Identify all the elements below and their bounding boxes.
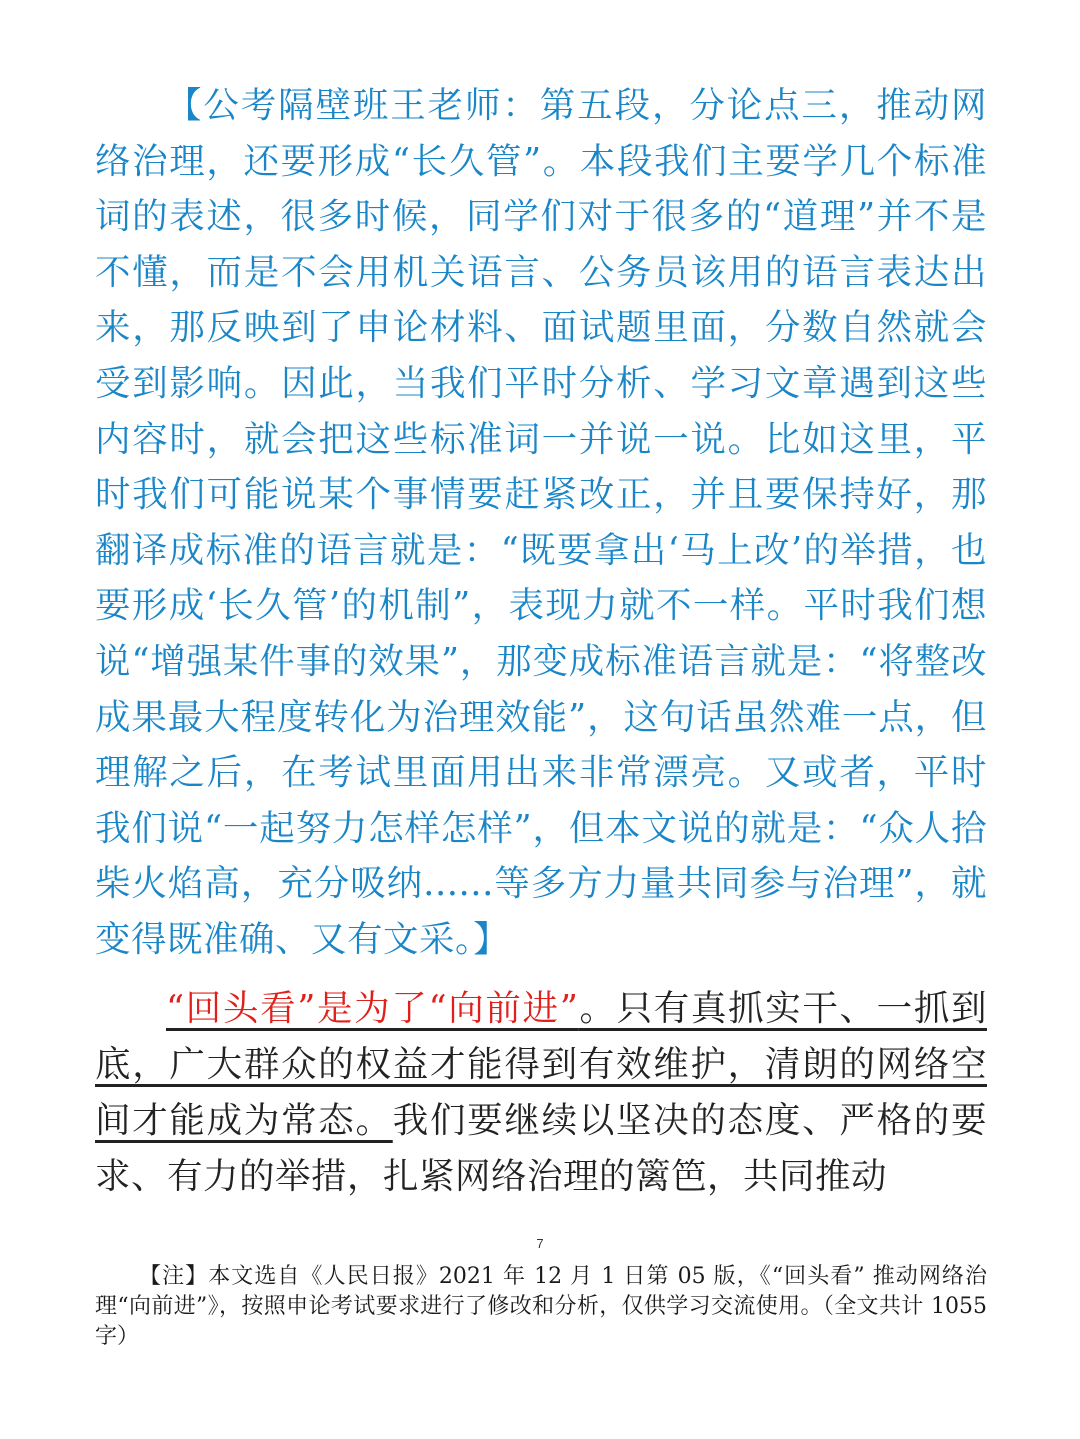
source-footnote: 【注】本文选自《人民日报》2021 年 12 月 1 日第 05 版，《“回头看” 推动网络治理“向前进”》，按照申论考试要求进行了修改和分析，仅供学习交流使用。（全文共计 1055 字） bbox=[95, 1264, 987, 1349]
underlined-key-sentence: 。只有真抓实干、一抓到底，广大群众的权益才能得到有效维护，清朗的网络空间才能成为常态。 bbox=[95, 988, 987, 1141]
body-continuation-text: 我们要继续以坚决的态度、严格的要求、有力的举措，扎紧网络治理的篱笆，共同推动 bbox=[95, 1100, 987, 1197]
page-number: 7 bbox=[536, 1236, 544, 1251]
emphasis-red-phrase: “回头看”是为了“向前进” bbox=[166, 988, 579, 1029]
article-body-paragraph bbox=[95, 981, 987, 1205]
teacher-commentary-paragraph: 【公考隔壁班王老师：第五段，分论点三，推动网络治理，还要形成“长久管”。本段我们主要学几个标准词的表述，很多时候，同学们对于很多的“道理”并不是不懂，而是不会用机关语言、公务员该用的语言表达出来，那反映到了申论材料、面试题里面，分数自然就会受到影响。因此，当我们平时分析、学习文章遇到这些内容时，就会把这些标准词一并说一说。比如这里，平时我们可能说某个事情要赶紧改正，并且要保持好，那翻译成标准的语言就是：“既要拿出‘马上改’的举措，也要形成‘长久管’的机制”，表现力就不一样。平时我们想说“增强某件事的效果”，那变成标准语言就是：“将整改成果最大程度转化为治理效能”，这句话虽然难一点，但理解之后，在考试里面用出来非常漂亮。又或者，平时我们说“一起努力怎样怎样”，但本文说的就是：“众人拾柴火焰高，充分吸纳......等多方力量共同参与治理”，就变得既准确、又有文采。】 bbox=[95, 85, 987, 960]
